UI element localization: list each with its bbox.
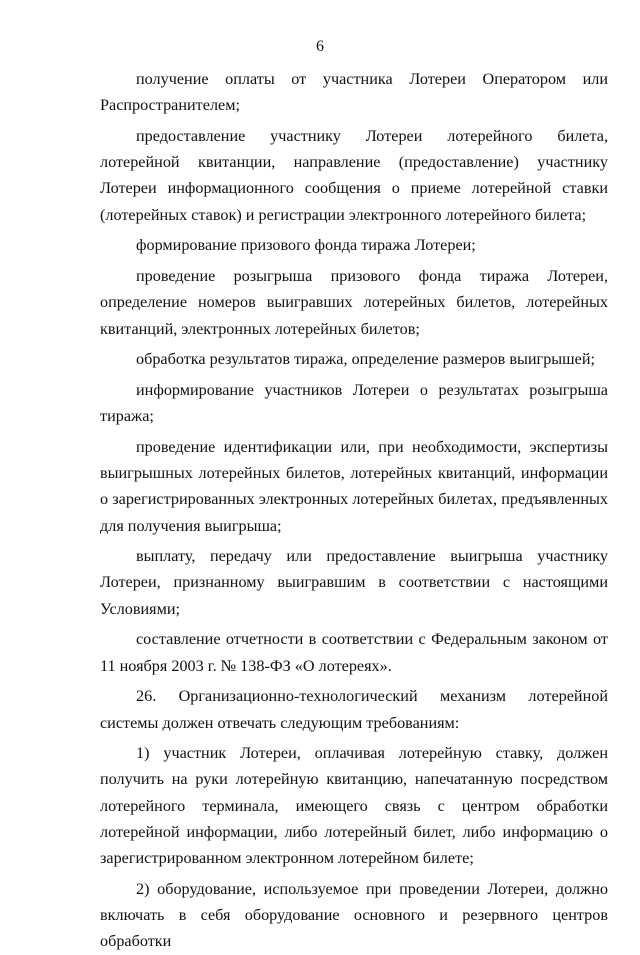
paragraph-clause-26: 26. Организационно-технологический механизм лотерейной системы должен отвечать следующим требованиям: xyxy=(100,687,608,732)
document-body xyxy=(100,66,608,955)
paragraph-payout: выплату, передачу или предоставление выигрыша участнику Лотереи, признанному выигравшим в соответствии с настоящими Условиями; xyxy=(100,547,608,618)
paragraph-payment: получение оплаты от участника Лотереи Оператором или Распространителем; xyxy=(100,70,608,115)
page-number: 6 xyxy=(316,38,324,55)
paragraph-draw: проведение розыгрыша призового фонда тиража Лотереи, определение номеров выигравших лотерейных билетов, лотерейных квитанций, электронных лотерейных билетов; xyxy=(100,266,608,338)
paragraph-requirement-2: 2) оборудование, используемое при проведении Лотереи, должно включать в себя оборудование основного и резервного центров обработки xyxy=(100,879,608,951)
paragraph-requirement-1: 1) участник Лотереи, оплачивая лотерейную ставку, должен получить на руки лотерейную квитанцию, напечатанную посредством лотерейного терминала, имеющего связь с центром обработки лотерейной информации, либо лотерейный билет, либо информацию о зарегистрированном электронном лотерейном билете; xyxy=(100,744,608,868)
paragraph-ticket-provision: предоставление участнику Лотереи лотерейного билета, лотерейной квитанции, направление (предоставление) участнику Лотереи информационного сообщения о приеме лотерейной ставки (лотерейных ставок) и регистрации электронного лотерейного билета; xyxy=(100,126,608,224)
paragraph-prize-fund: формирование призового фонда тиража Лотереи; xyxy=(136,236,476,255)
paragraph-results-processing: обработка результатов тиража, определение размеров выигрышей; xyxy=(136,350,595,369)
paragraph-reporting: составление отчетности в соответствии с Федеральным законом от 11 ноября 2003 г. № 138-ФЗ «О лотереях». xyxy=(100,630,608,675)
paragraph-identification: проведение идентификации или, при необходимости, экспертизы выигрышных лотерейных билетов, лотерейных квитанций, информации о зарегистрированных электронных лотерейных билетах, предъявленных для получения выигрыша; xyxy=(100,437,608,535)
paragraph-informing: информирование участников Лотереи о результатах розыгрыша тиража; xyxy=(100,380,608,426)
